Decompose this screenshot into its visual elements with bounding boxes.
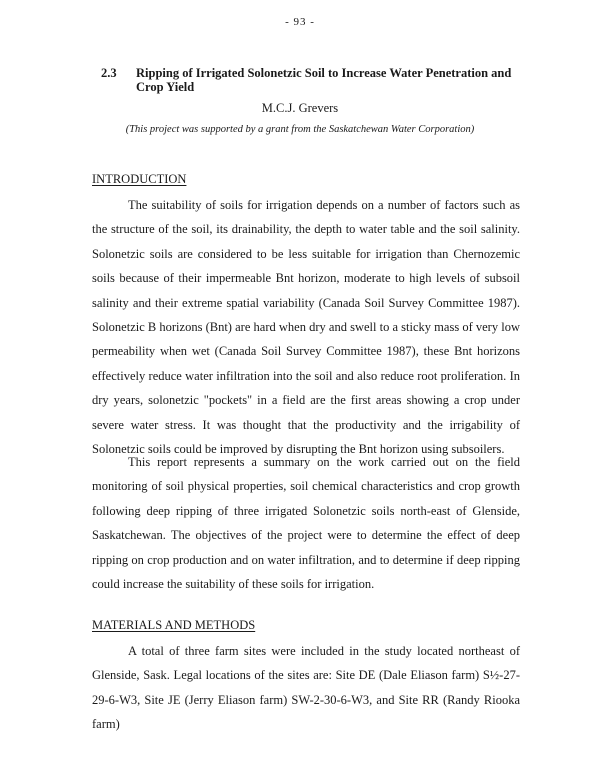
author-name: M.C.J. Grevers	[261, 101, 339, 115]
funding-note: (This project was supported by a grant from the Saskatchewan Water Corporation)	[125, 124, 475, 135]
section-number: 2.3	[101, 66, 117, 80]
introduction-paragraph: The suitability of soils for irrigation depends on a number of factors such as the structure of the soil, its drainability, the depth to water table and the soil salinity. Solonetzic soils are considered to be less suitable for irrigation than Chernozemic soils because of their impermeable Bnt horizon, moderate to high levels of subsoil salinity and their extreme spatial variability (Canada Soil Survey Committee 1987). Solonetzic B horizons (Bnt) are hard when dry and swell to a sticky mass of very low permeability when wet (Canada Soil Survey Committee 1987), these Bnt horizons effectively reduce water infiltration into the soil and also reduce root proliferation. In dry years, solonetzic "pockets" in a field are the first areas showing a crop under severe water stress. It was thought that the productivity and the irrigability of Solonetzic soils could be improved by disrupting the Bnt horizon using subsoilers.	[92, 198, 520, 457]
introduction-heading: INTRODUCTION	[92, 172, 187, 186]
page-number: - 93 -	[285, 16, 315, 28]
methods-paragraph: A total of three farm sites were included in the study located northeast of Glenside, Sask. Legal locations of the sites are: Site DE (Dale Eliason farm) S½-27-29-6-W3, Site JE (Jerry Eliason farm) SW-2-30-6-W3, and Site RR (Randy Riooka farm)	[92, 644, 520, 732]
methods-heading: MATERIALS AND METHODS	[92, 618, 256, 632]
section-title: Ripping of Irrigated Solonetzic Soil to Increase Water Penetration and Crop Yield	[136, 66, 512, 94]
introduction-paragraph: This report represents a summary on the work carried out on the field monitoring of soil physical properties, soil chemical characteristics and crop growth following deep ripping of three irrigated Solonetzic soils north-east of Glenside, Saskatchewan. The objectives of the project were to determine the effect of deep ripping on crop production and on water infiltration, and to determine if deep ripping could increase the suitability of these soils for irrigation.	[92, 455, 520, 592]
